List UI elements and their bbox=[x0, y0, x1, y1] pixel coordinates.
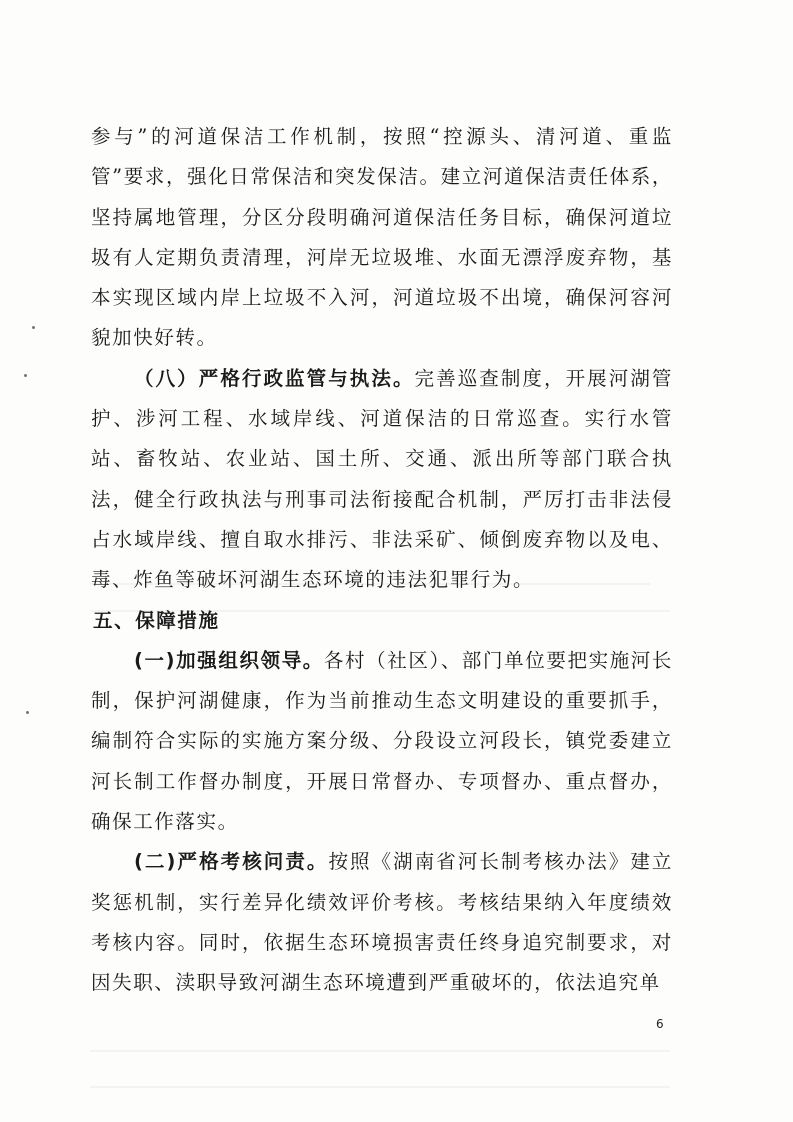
show-through-mark bbox=[90, 583, 650, 585]
scan-speck bbox=[26, 711, 29, 714]
paragraph-river-cleaning bbox=[91, 117, 673, 359]
paragraph-title: (一)加强组织领导。 bbox=[134, 648, 324, 672]
section-heading: 五、保障措施 bbox=[93, 608, 220, 632]
paragraph-organization-leadership bbox=[91, 641, 673, 842]
scan-speck bbox=[24, 374, 27, 377]
page-number: 6 bbox=[656, 1017, 664, 1031]
show-through-mark bbox=[90, 1050, 670, 1052]
scan-speck bbox=[32, 326, 35, 329]
paragraph-text: 按照《湖南省河长制考核办法》建立奖惩机制，实行差异化绩效评价考核。考核结果纳入年度绩效考核内容。同时，依据生态环境损害责任终身追究制要求，对因失职、渎职导致河湖生态环境遭到严重破坏的，依法追究单 bbox=[91, 850, 673, 995]
document-body bbox=[91, 117, 673, 1004]
paragraph-administrative-supervision bbox=[91, 359, 673, 601]
show-through-mark bbox=[90, 610, 670, 612]
show-through-mark bbox=[90, 1086, 670, 1088]
paragraph-text: 完善巡查制度，开展河湖管护、涉河工程、水域岸线、河道保洁的日常巡查。实行水管站、畜牧站、农业站、国土所、交通、派出所等部门联合执法，健全行政执法与刑事司法衔接配合机制，严厉打击非法侵占水域岸线、擅自取水排污、非法采矿、倾倒废弃物以及电、毒、炸鱼等破坏河湖生态环境的违法犯罪行为。 bbox=[91, 366, 673, 592]
paragraph-title: (二)严格考核问责。 bbox=[134, 850, 329, 874]
paragraph-text: 参与”的河道保洁工作机制，按照“控源头、清河道、重监管”要求，强化日常保洁和突发保洁。建立河道保洁责任体系，坚持属地管理，分区分段明确河道保洁任务目标，确保河道垃圾有人定期负责清理，河岸无垃圾堆、水面无漂浮废弃物，基本实现区域内岸上垃圾不入河，河道垃圾不出境，确保河容河貌加快好转。 bbox=[91, 125, 673, 350]
paragraph-assessment-accountability bbox=[91, 842, 673, 1003]
paragraph-text: 各村（社区）、部门单位要把实施河长制，保护河湖健康，作为当前推动生态文明建设的重要抓手，编制符合实际的实施方案分级、分段设立河段长，镇党委建立河长制工作督办制度，开展日常督办、专项督办、重点督办，确保工作落实。 bbox=[91, 648, 674, 834]
paragraph-title: （八）严格行政监管与执法。 bbox=[134, 366, 415, 390]
